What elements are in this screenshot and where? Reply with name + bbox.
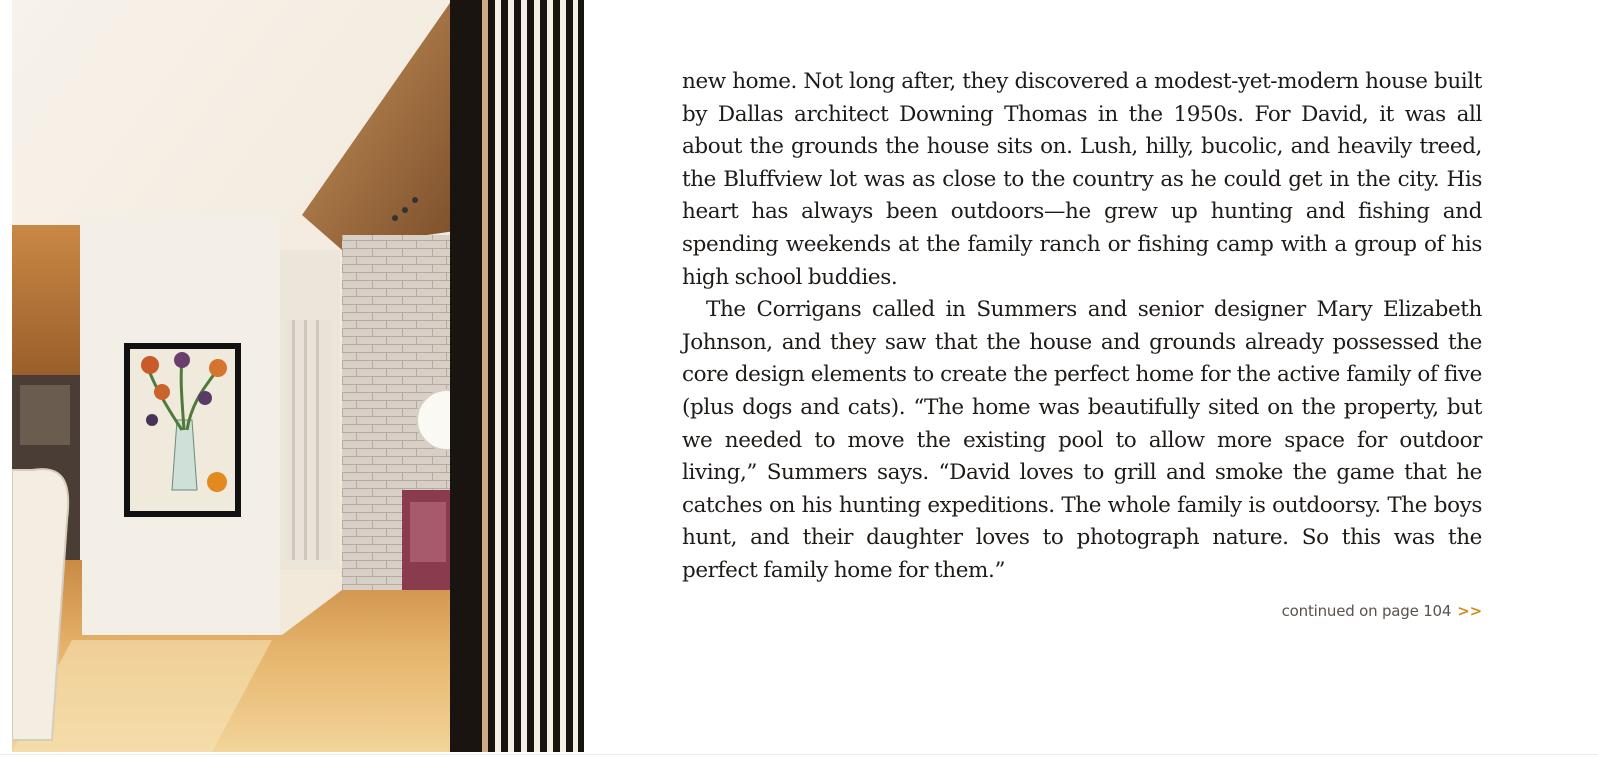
continued-label: continued on page 104 bbox=[1281, 602, 1452, 620]
article-paragraph: The Corrigans called in Summers and senior designer Mary Elizabeth Johnson, and they saw that the house and grounds already possessed the core design elements to create the perfect home for the active family of five (plus dogs and cats). “The home was beautifully sited on the property, but we needed to move the existing pool to allow more space for outdoor living,” Summers says. “David loves to grill and smoke the game that he catches on his hunting expeditions. The whole family is outdoorsy. The boys hunt, and their daughter loves to photograph nature. So this was the perfect family home for them.” bbox=[682, 297, 1482, 583]
article-paragraph: new home. Not long after, they discovered a modest-yet-modern house built by Dallas architect Downing Thomas in the 1950s. For David, it was all about the grounds the house sits on. Lush, hilly, bucolic, and heavily treed, the Bluffview lot was as close to the country as he could get in the city. His heart has always been outdoors—he grew up hunting and fishing and spending weekends at the family ranch or fishing camp with a group of his high school buddies. bbox=[682, 69, 1482, 290]
continued-link[interactable] bbox=[1282, 602, 1482, 620]
interior-photo bbox=[12, 0, 584, 752]
page-bottom-edge bbox=[0, 754, 1598, 771]
article-body bbox=[682, 66, 1482, 588]
double-chevron-right-icon: >> bbox=[1457, 602, 1482, 620]
